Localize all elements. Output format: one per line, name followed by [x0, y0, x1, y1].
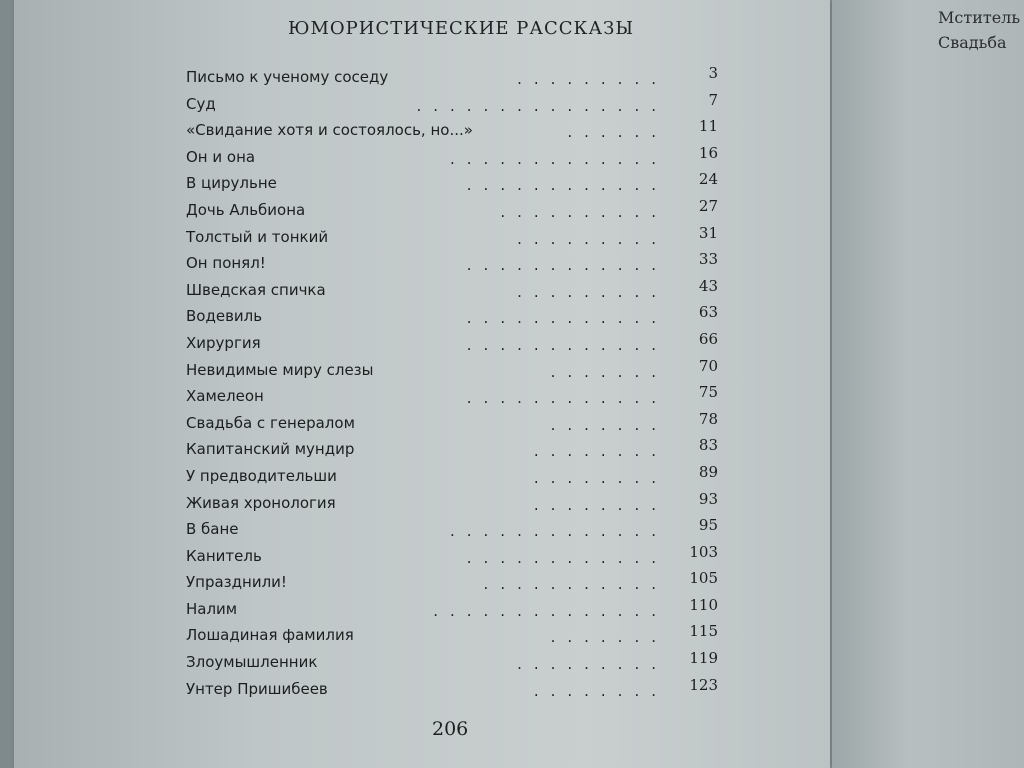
toc-page-number: 16 [698, 143, 718, 162]
toc-page-number: 63 [698, 303, 718, 322]
toc-title: У предводительши [186, 466, 337, 485]
right-page-line-1: Мститель [938, 8, 1021, 27]
table-of-contents [186, 64, 726, 702]
toc-leader-dots: ...... [567, 123, 668, 142]
toc-leader-dots: ......... [517, 70, 668, 88]
toc-entry [186, 436, 726, 463]
toc-entry [186, 383, 726, 410]
toc-leader-dots: ........ [533, 468, 668, 487]
toc-leader-dots: .............. [433, 601, 668, 620]
toc-entry [186, 64, 726, 91]
toc-leader-dots: ............ [466, 256, 668, 275]
toc-title: Лошадиная фамилия [186, 626, 354, 645]
toc-page-number: 24 [698, 170, 718, 189]
toc-leader-dots: ........ [533, 442, 668, 461]
toc-title: Суд [186, 94, 216, 113]
toc-entry [186, 649, 726, 676]
toc-entry [186, 357, 726, 384]
toc-title: В бане [186, 520, 239, 539]
toc-leader-dots: ....... [550, 362, 668, 381]
toc-page-number: 89 [698, 462, 718, 481]
toc-entry [186, 91, 726, 118]
toc-entry [186, 569, 726, 596]
toc-page-number: 66 [698, 329, 718, 348]
toc-leader-dots: ............. [450, 522, 668, 541]
toc-leader-dots: ....... [550, 628, 668, 647]
toc-title: В цирульне [186, 174, 277, 193]
toc-page-number: 7 [708, 90, 718, 109]
toc-title: Хамелеон [186, 387, 264, 406]
toc-leader-dots: ............ [466, 176, 668, 195]
toc-entry [186, 330, 726, 357]
toc-title: Хирургия [186, 333, 261, 352]
toc-title: Он понял! [186, 254, 266, 273]
toc-page-number: 110 [689, 595, 718, 614]
toc-entry [186, 676, 726, 703]
toc-title: Свадьба с генералом [186, 413, 355, 432]
toc-page-number: 27 [698, 196, 718, 215]
toc-title: «Свидание хотя и состоялось, но...» [186, 121, 473, 140]
toc-page-number: 105 [689, 569, 718, 588]
toc-entry [186, 197, 726, 224]
toc-entry [186, 516, 726, 543]
toc-leader-dots: ............ [466, 335, 668, 354]
toc-entry [186, 622, 726, 649]
toc-title: Злоумышленник [186, 653, 318, 672]
toc-entry [186, 224, 726, 251]
toc-leader-dots: ............. [450, 149, 668, 168]
toc-leader-dots: ............ [466, 389, 668, 408]
toc-leader-dots: .......... [500, 202, 668, 221]
toc-page-number: 78 [698, 409, 718, 428]
toc-page-number: 115 [689, 622, 718, 641]
toc-entry [186, 303, 726, 330]
toc-leader-dots: ........ [533, 495, 668, 514]
toc-title: Дочь Альбиона [186, 200, 306, 219]
toc-title: Живая хронология [186, 493, 336, 512]
toc-title: Унтер Пришибеев [186, 679, 328, 698]
toc-page-number: 70 [698, 356, 718, 375]
toc-leader-dots: ........ [533, 681, 668, 700]
toc-entry [186, 117, 726, 144]
toc-leader-dots: ............ [466, 548, 668, 567]
toc-leader-dots: ............ [466, 309, 668, 328]
toc-entry [186, 463, 726, 490]
toc-title: Он и она [186, 147, 256, 166]
toc-leader-dots: ......... [517, 282, 668, 301]
toc-title: Водевиль [186, 307, 263, 326]
toc-entry [186, 490, 726, 517]
toc-page-number: 11 [698, 117, 718, 136]
toc-title: Упразднили! [186, 573, 287, 592]
toc-page-number: 95 [698, 516, 718, 535]
toc-page-number: 103 [689, 542, 718, 561]
toc-title: Канитель [186, 546, 262, 565]
toc-title: Налим [186, 599, 238, 618]
toc-title: Капитанский мундир [186, 440, 355, 459]
toc-title: Толстый и тонкий [186, 227, 329, 246]
toc-leader-dots: ......... [517, 655, 668, 674]
toc-title: Шведская спичка [186, 280, 326, 299]
toc-page-number: 123 [689, 675, 718, 694]
toc-entry [186, 543, 726, 570]
toc-entry [186, 277, 726, 304]
toc-page-number: 31 [698, 223, 718, 242]
toc-leader-dots: ....... [550, 415, 668, 434]
toc-title: Письмо к ученому соседу [186, 68, 389, 86]
toc-entry [186, 250, 726, 277]
toc-page-number: 43 [698, 276, 718, 295]
toc-leader-dots: ......... [517, 229, 668, 248]
toc-leader-dots: ........... [483, 575, 668, 594]
toc-leader-dots: ............... [416, 96, 668, 115]
page-heading: ЮМОРИСТИЧЕСКИЕ РАССКАЗЫ [288, 18, 635, 39]
toc-page-number: 93 [698, 489, 718, 508]
toc-page-number: 83 [698, 436, 718, 455]
toc-title: Невидимые миру слезы [186, 360, 374, 379]
toc-page-number: 33 [698, 250, 718, 269]
right-page [832, 0, 1024, 768]
toc-entry [186, 170, 726, 197]
toc-page-number: 3 [708, 64, 718, 82]
toc-entry [186, 410, 726, 437]
toc-entry [186, 596, 726, 623]
toc-entry [186, 144, 726, 171]
toc-page-number: 119 [689, 649, 718, 668]
page-number-footer: 206 [432, 718, 469, 740]
toc-page-number: 75 [698, 383, 718, 402]
right-page-line-2: Свадьба [938, 33, 1007, 52]
